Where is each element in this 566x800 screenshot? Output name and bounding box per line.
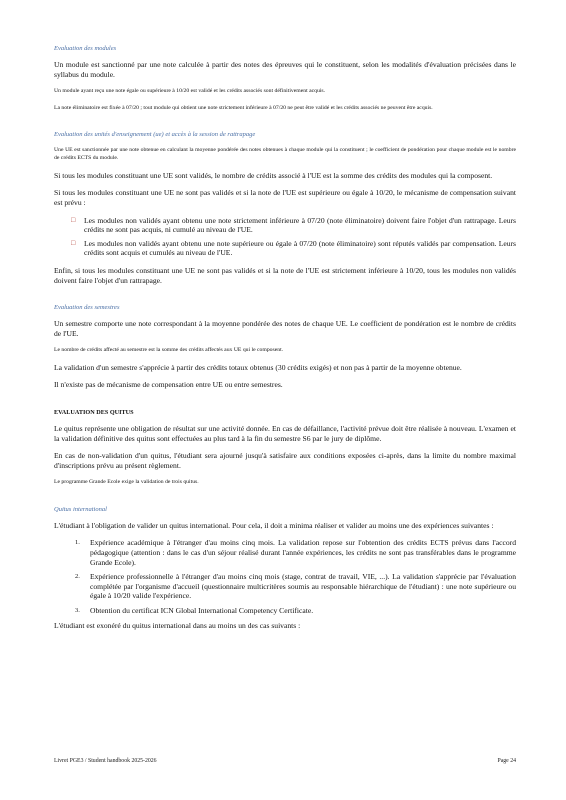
paragraph: Si tous les modules constituant une UE sont validés, le nombre de crédits associé à l'UE est la somme des crédits des modules qui la composent. bbox=[54, 170, 493, 180]
paragraph: Enfin, si tous les modules constituant une UE ne sont pas validés et si la note de l'UE est strictement inférieure à 10/20, tous les modules non validés doivent faire l'objet d'un rattrapage. bbox=[54, 265, 516, 285]
paragraph: Il n'existe pas de mécanisme de compensation entre UE ou entre semestres. bbox=[54, 380, 283, 390]
section-title-modules: Evaluation des modules bbox=[54, 45, 117, 52]
compensation-list bbox=[54, 216, 516, 258]
list-item: 3. Obtention du certificat ICN Global International Competency Certificate. bbox=[75, 605, 314, 615]
paragraph: Une UE est sanctionnée par une note obtenue en calculant la moyenne pondérée des notes obtenues à chaque module qui la constituent ; le coefficient de pondération pour chaque module est le nombre de crédits ECTS du module. bbox=[54, 147, 516, 162]
paragraph: Le programme Grande Ecole exige la validation de trois quitus. bbox=[54, 479, 199, 486]
paragraph: L'étudiant est exonéré du quitus international dans au moins un des cas suivants : bbox=[54, 621, 301, 631]
paragraph: L'étudiant à l'obligation de valider un quitus international. Pour cela, il doit a minima réaliser et valider au moins une des expériences suivantes : bbox=[54, 520, 494, 530]
list-item: □ Les modules non validés ayant obtenu une note supérieure ou égale à 07/20 (note éliminatoire) sont réputés validés par compensation. Leurs crédits sont acquis et cumulés au niveau de l'UE. bbox=[71, 238, 516, 258]
list-item: □ Les modules non validés ayant obtenu une note strictement inférieure à 07/20 (note éliminatoire) doivent faire l'objet d'un rattrapage. Leurs crédits ne sont pas acquis, ni cumulé au niveau de l'UE. bbox=[71, 215, 516, 235]
list-item: 1. Expérience académique à l'étranger d'au moins cinq mois. La validation repose sur l'obtention des crédits ECTS prévus dans l'accord pédagogique (attention : dans le cas d'un séjour réalisé durant l'année expériences, les crédits ne sont pas transférables dans le programme Grande Ecole). bbox=[75, 538, 516, 567]
paragraph: Un semestre comporte une note correspondant à la moyenne pondérée des notes de chaque UE. Le coefficient de pondération est le nombre de crédits de l'UE. bbox=[54, 319, 516, 338]
section-title-semestres: Evaluation des semestres bbox=[54, 304, 120, 312]
section-title-quitus: EVALUATION DES QUITUS bbox=[54, 408, 134, 416]
square-bullet-icon: □ bbox=[71, 215, 76, 224]
paragraph: La note éliminatoire est fixée à 07/20 ; tout module qui obtient une note strictement inférieure à 07/20 ne peut être validé et les crédits associés ne peuvent être acquis. bbox=[54, 104, 433, 111]
list-item: 2. Expérience professionnelle à l'étranger d'au moins cinq mois (stage, contrat de travail, VIE, ...). La validation s'apprécie par l'évaluation complétée par l'organisme d'accueil (questionnaire multicritères soumis au responsable hiérarchique de l'étudiant) : une note supérieure ou égale à 10/20 valide l'expérience. bbox=[75, 572, 516, 601]
experience-list bbox=[54, 538, 516, 615]
paragraph: Le quitus représente une obligation de résultat sur une activité donnée. En cas de défaillance, l'activité prévue doit être réalisée à nouveau. L'examen et la validation définitive des quitus sont effectuées au plus tard à la fin du semestre S6 par le jury de diplôme. bbox=[54, 423, 516, 443]
footer-handbook-label: Livret PGE3 / Student handbook 2025-2026 bbox=[54, 758, 157, 764]
paragraph: Le nombre de crédits affecté au semestre est la somme des crédits affectés aux UE qui le composent. bbox=[54, 347, 284, 354]
page-number: Page 24 bbox=[497, 758, 516, 764]
square-bullet-icon: □ bbox=[71, 238, 76, 247]
section-title-ue: Evaluation des unités d'enseignement (ue) et accès à la session de rattrapage bbox=[54, 131, 256, 138]
paragraph: Un module ayant reçu une note égale ou supérieure à 10/20 est validé et les crédits associés sont définitivement acquis. bbox=[54, 88, 326, 95]
page-content bbox=[54, 44, 516, 639]
paragraph: En cas de non-validation d'un quitus, l'étudiant sera ajourné jusqu'à satisfaire aux conditions exposées ci-après, dans la limite du nombre maximal d'inscriptions prévu au présent règlement. bbox=[54, 451, 516, 470]
paragraph: Un module est sanctionné par une note calculée à partir des notes des épreuves qui le constituent, selon les modalités d'évaluation précisées dans le syllabus du module. bbox=[54, 60, 516, 79]
section-title-international: Quitus international bbox=[54, 505, 107, 513]
paragraph: Si tous les modules constituant une UE ne sont pas validés et si la note de l'UE est supérieure ou égale à 10/20, le mécanisme de compensation suivant est prévu : bbox=[54, 188, 516, 207]
paragraph: La validation d'un semestre s'apprécie à partir des crédits totaux obtenus (30 crédits exigés) et non pas à partir de la moyenne obtenue. bbox=[54, 362, 462, 372]
